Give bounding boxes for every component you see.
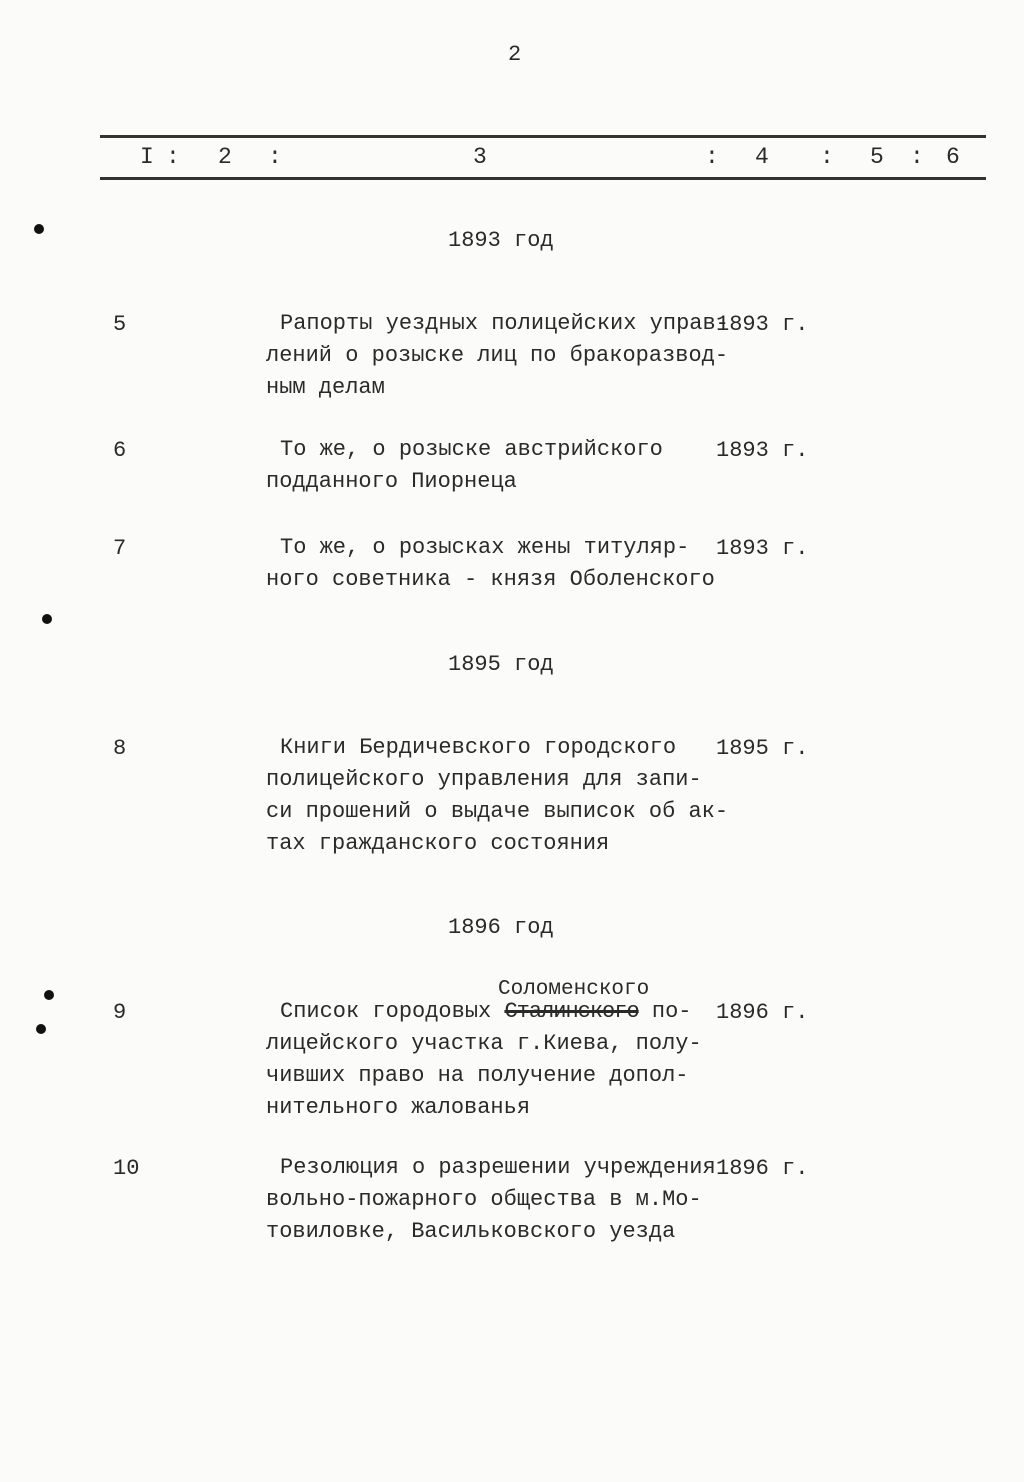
desc-line: То же, о розыске австрийского — [280, 437, 663, 462]
desc-line: подданного Пиорнеца — [266, 469, 517, 494]
entry-number: 10 — [113, 1156, 140, 1181]
desc-line: Рапорты уездных полицейских управ- — [280, 311, 729, 336]
desc-line: тах гражданского состояния — [266, 831, 610, 856]
punch-hole — [42, 614, 52, 624]
desc-line: чивших право на получение допол- — [266, 1063, 689, 1088]
col-sep: : — [910, 144, 924, 170]
entry-number: 8 — [113, 736, 127, 761]
entry-description — [266, 996, 716, 1124]
desc-line: товиловке, Васильковского уезда — [266, 1219, 676, 1244]
punch-hole — [36, 1024, 46, 1034]
desc-line: си прошений о выдаче выписок об ак- — [266, 799, 729, 824]
col-sep: : — [820, 144, 834, 170]
col-header-2: 2 — [218, 144, 232, 170]
entry-number: 7 — [113, 536, 127, 561]
col-header-3: 3 — [473, 144, 487, 170]
col-header-4: 4 — [755, 144, 769, 170]
col-header-6: 6 — [946, 144, 960, 170]
desc-line: То же, о розысках жены титуляр- — [280, 535, 690, 560]
punch-hole — [44, 990, 54, 1000]
entry-description — [266, 732, 729, 860]
entry-date: 1895 г. — [716, 736, 809, 761]
col-sep: : — [268, 144, 282, 170]
desc-line: ного советника - князя Оболенского — [266, 567, 715, 592]
year-heading: 1896 год — [448, 915, 554, 940]
struck-word: Сталинского — [504, 999, 639, 1024]
col-sep: : — [166, 144, 180, 170]
entry-date: 1893 г. — [716, 312, 809, 337]
entry-date: 1893 г. — [716, 438, 809, 463]
entry-number: 6 — [113, 438, 127, 463]
desc-line: Резолюция о разрешении учреждения — [280, 1155, 716, 1180]
page-number: 2 — [508, 42, 522, 67]
desc-line: лицейского участка г.Киева, полу- — [266, 1031, 702, 1056]
desc-line: Список городовых — [280, 999, 505, 1024]
desc-line: ным делам — [266, 375, 385, 400]
desc-line: полицейского управления для запи- — [266, 767, 702, 792]
entry-date: 1896 г. — [716, 1156, 809, 1181]
entry-date: 1896 г. — [716, 1000, 809, 1025]
entry-description — [266, 434, 716, 498]
header-bottom-rule — [100, 177, 986, 180]
desc-line: нительного жалованья — [266, 1095, 531, 1120]
punch-hole — [34, 224, 44, 234]
desc-line: лений о розыске лиц по бракоразвод- — [266, 343, 729, 368]
desc-line: Книги Бердичевского городского — [280, 735, 677, 760]
year-heading: 1893 год — [448, 228, 554, 253]
desc-line: по- — [638, 999, 692, 1024]
header-top-rule — [100, 135, 986, 138]
entry-description — [266, 308, 729, 404]
entry-number: 9 — [113, 1000, 127, 1025]
year-heading: 1895 год — [448, 652, 554, 677]
col-sep: : — [705, 144, 719, 170]
entry-date: 1893 г. — [716, 536, 809, 561]
entry-description — [266, 532, 716, 596]
desc-line: вольно-пожарного общества в м.Мо- — [266, 1187, 702, 1212]
col-header-1: I — [140, 144, 154, 170]
handwritten-insertion: Соломенского — [498, 978, 650, 1001]
entry-description — [266, 1152, 716, 1248]
entry-number: 5 — [113, 312, 127, 337]
col-header-5: 5 — [870, 144, 884, 170]
